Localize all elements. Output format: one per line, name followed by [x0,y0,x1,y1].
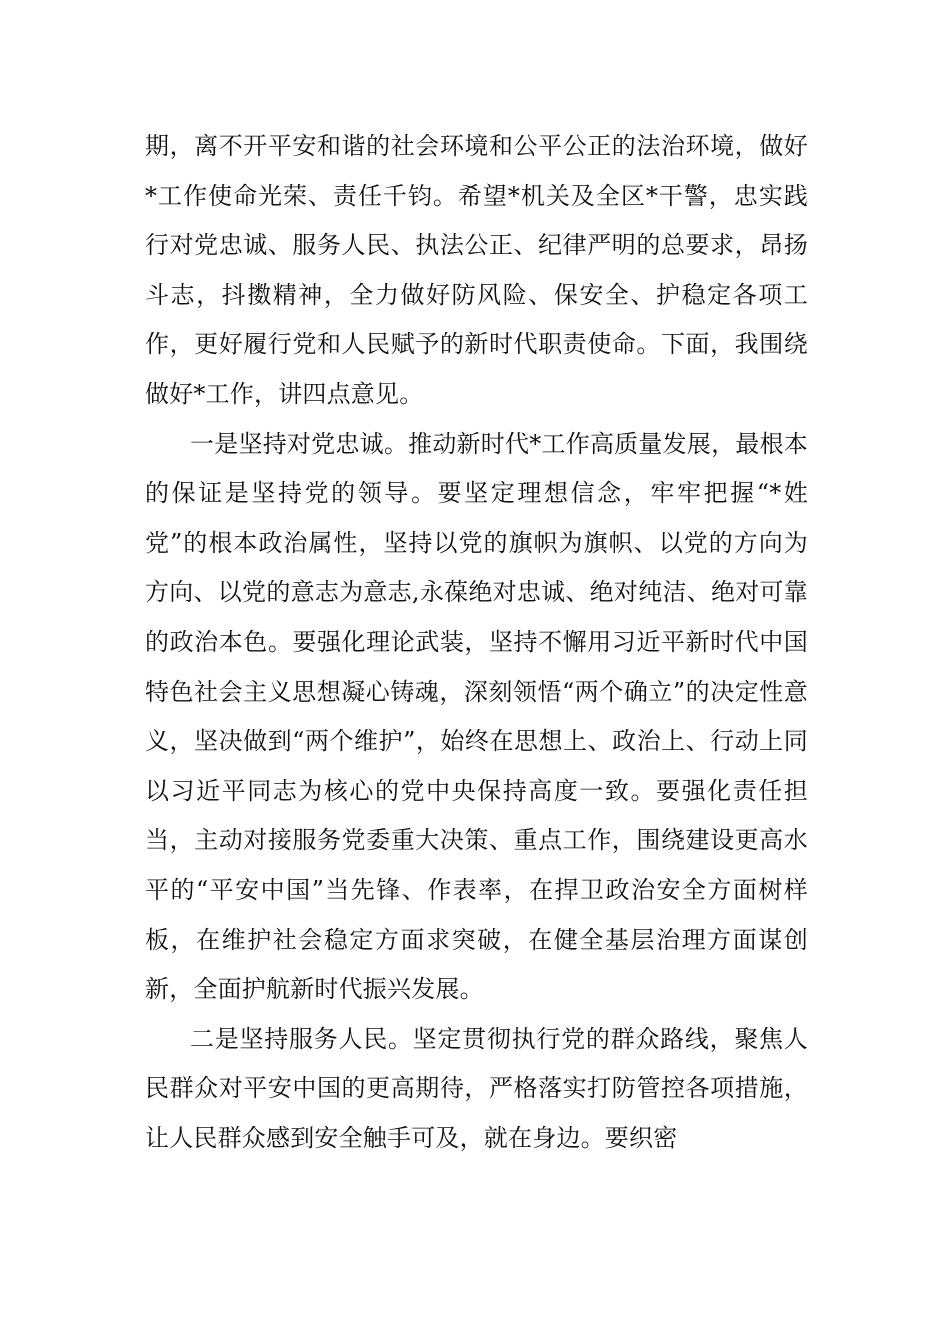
paragraph-point-two: 二是坚持服务人民。坚定贯彻执行党的群众路线，聚焦人民群众对平安中国的更高期待，严格落实打防管控各项措施，让人民群众感到安全触手可及，就在身边。要织密 [145,1024,808,1152]
paragraph-opening: 期，离不开平安和谐的社会环境和公平公正的法治环境，做好*工作使命光荣、责任千钧。希望*机关及全区*干警，忠实践行对党忠诚、服务人民、执法公正、纪律严明的总要求，昂扬斗志，抖擞精神，全力做好防风险、保安全、护稳定各项工作，更好履行党和人民赋予的新时代职责使命。下面，我围绕做好*工作，讲四点意见。 [145,132,808,408]
document-body [145,122,808,1163]
paragraph-point-one: 一是坚持对党忠诚。推动新时代*工作高质量发展，最根本的保证是坚持党的领导。要坚定理想信念，牢牢把握“*姓党”的根本政治属性，坚持以党的旗帜为旗帜、以党的方向为方向、以党的意志为意志,永葆绝对忠诚、绝对纯洁、绝对可靠的政治本色。要强化理论武装，坚持不懈用习近平新时代中国特色社会主义思想凝心铸魂，深刻领悟“两个确立”的决定性意义，坚决做到“两个维护”，始终在思想上、政治上、行动上同以习近平同志为核心的党中央保持高度一致。要强化责任担当，主动对接服务党委重大决策、重点工作，围绕建设更高水平的“平安中国”当先锋、作表率，在捍卫政治安全方面树样板，在维护社会稳定方面求突破，在健全基层治理方面谋创新，全面护航新时代振兴发展。 [145,429,808,1004]
